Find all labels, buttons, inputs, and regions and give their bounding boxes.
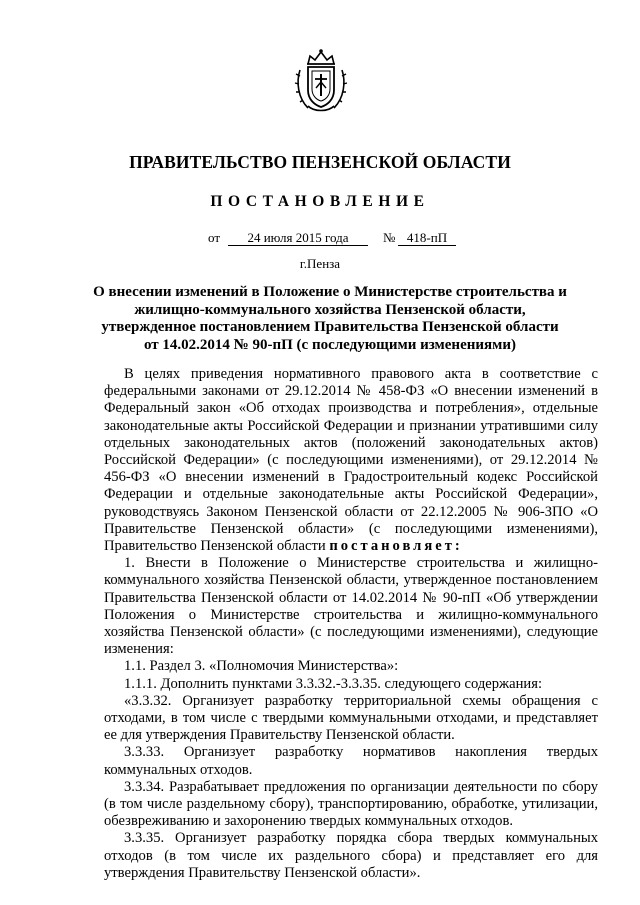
item-1-1-1-paragraph: 1.1.1. Дополнить пунктами 3.3.32.-3.3.35. следующего содержания:	[124, 675, 543, 692]
date-prefix: от	[208, 230, 221, 245]
coat-of-arms-emblem	[294, 48, 348, 114]
document-date: 24 июля 2015 года	[228, 230, 368, 246]
clause-3-3-34-paragraph: 3.3.34. Разрабатывает предложения по организации деятельности по сбору (в том числе раздельному сбору), транспортированию, обработке, утилизации, обезвреживанию и захоронению твердых коммунальных отходов.	[104, 778, 598, 830]
subject-line: О внесении изменений в Положение о Министерстве строительства и	[93, 284, 567, 300]
preamble-text: В целях приведения нормативного правового акта в соответствие с федеральными законами от 29.12.2014 № 458-ФЗ «О внесении изменений в Федеральный закон «Об отходах производства и потребления», отдельные законодательные акты Российской Федерации и признании утратившими силу отдельных законодательных актов (положений законодательных актов) Российской Федерации» (с последующими изменениями), от 29.12.2014 № 456-ФЗ «О внесении изменений в Градостроительный кодекс Российской Федерации и отдельные законодательные акты Российской Федерации», руководствуясь Законом Пензенской области от 22.12.2005 № 906-ЗПО «О Правительстве Пензенской области» (с последующими изменениями), Правительство Пензенской области	[104, 366, 598, 555]
subject-line: от 14.02.2014 № 90-пП (с последующими изменениями)	[144, 336, 516, 353]
number-prefix: №	[383, 230, 396, 245]
city-name: г.Пенза	[299, 256, 341, 271]
clause-3-3-33-paragraph: 3.3.33. Организует разработку нормативов накопления твердых коммунальных отходов.	[104, 744, 598, 778]
document-type: ПОСТАНОВЛЕНИЕ	[210, 193, 430, 210]
preamble-paragraph	[104, 366, 598, 555]
item-1-1-paragraph: 1.1. Раздел 3. «Полномочия Министерства»:	[124, 658, 399, 675]
date-number-line	[0, 230, 640, 250]
government-title: ПРАВИТЕЛЬСТВО ПЕНЗЕНСКОЙ ОБЛАСТИ	[129, 152, 511, 172]
clause-3-3-35-paragraph: 3.3.35. Организует разработку порядка сбора твердых коммунальных отходов (в том числе их раздельного сбора) и представляет его для утверждения Правительству Пензенской области».	[104, 830, 598, 881]
subject-line: жилищно-коммунального хозяйства Пензенской области,	[134, 301, 526, 318]
resolves-word: постановляет:	[329, 538, 463, 555]
item-1-paragraph: 1. Внести в Положение о Министерстве строительства и жилищно-коммунального хозяйства Пензенской области, утвержденное постановлением Правительства Пензенской области от 14.02.2014 № 90-пП «Об утверждении Положения о Министерстве строительства и жилищно-коммунального хозяйства Пензенской области» (с последующими изменениями), следующие изменения:	[104, 555, 598, 658]
clause-3-3-32-paragraph: «3.3.32. Организует разработку территориальной схемы обращения с отходами, в том числе с твердыми коммунальными отходами, и представляет ее для утверждения Правительству Пензенской области.	[104, 692, 598, 744]
subject-line: утвержденное постановлением Правительства Пензенской области	[101, 319, 559, 335]
document-subject	[80, 284, 580, 354]
document-number: 418-пП	[398, 230, 456, 246]
document-body	[104, 366, 598, 882]
